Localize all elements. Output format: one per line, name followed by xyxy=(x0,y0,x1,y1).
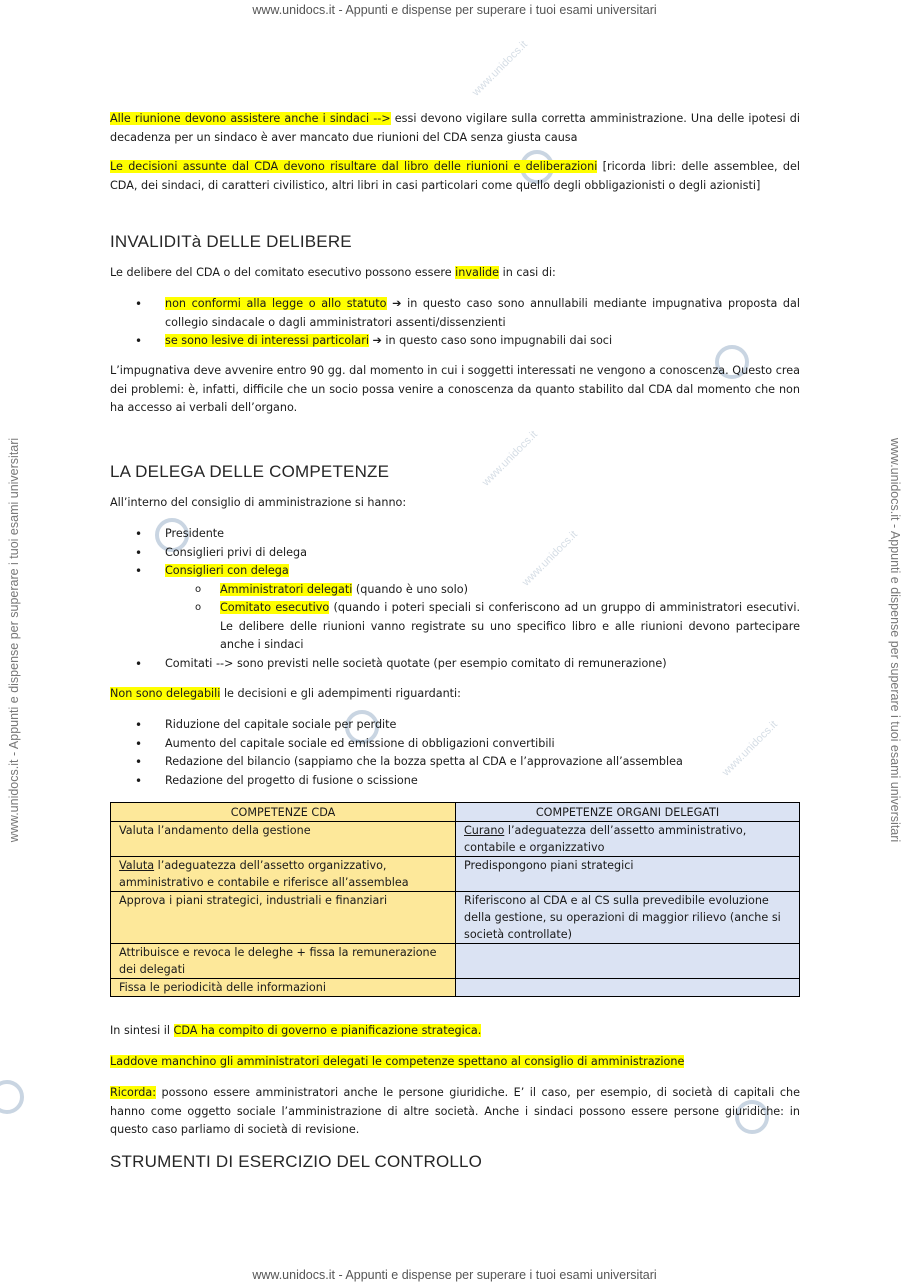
invalidity-list xyxy=(110,295,800,351)
list-item: • Riduzione del capitale sociale per perdite xyxy=(110,716,800,735)
table-header-row xyxy=(111,803,800,822)
list-item xyxy=(110,295,800,332)
underlined-text: Valuta xyxy=(119,859,155,872)
table-row xyxy=(111,979,800,997)
table-cell: Predispongono piani strategici xyxy=(456,857,800,892)
heading-strumenti: STRUMENTI DI ESERCIZIO DEL CONTROLLO xyxy=(110,1152,483,1171)
heading-delega: LA DELEGA DELLE COMPETENZE xyxy=(110,462,390,481)
list-item xyxy=(110,332,800,351)
table-row xyxy=(111,892,800,944)
cell-text: l’adeguatezza dell’assetto organizzativo, amministrativo e contabile e riferisce all’assemblea xyxy=(119,859,409,889)
faint-watermark: www.unidocs.it xyxy=(480,428,540,489)
table-cell xyxy=(111,857,456,892)
list-item-text: (quando i poteri speciali si conferiscono ad un gruppo di amministratori esecutivi. Le delibere delle riunioni vanno registrate su uno specifico libro e alle riunioni devono partecipare anche i sindaci xyxy=(220,601,800,651)
list-item-text: ➔ in questo caso sono impugnabili dai soci xyxy=(368,334,613,347)
paragraph-impugnativa: L’impugnativa deve avvenire entro 90 gg. dal momento in cui i soggetti interessati ne vengono a conoscenza. Questo crea dei problemi: è, infatti, difficile che un socio possa venire a conoscenza da quanto stabilito dal CDA dal momento che non ha accesso ai verbali dell’organo. xyxy=(110,364,800,414)
highlight: se sono lesive di interessi particolari xyxy=(165,334,369,347)
table-header-cda: COMPETENZE CDA xyxy=(111,803,456,822)
table-cell xyxy=(456,822,800,857)
paragraph-text: In sintesi il xyxy=(110,1024,174,1037)
table-row xyxy=(111,822,800,857)
list-item: • Redazione del bilancio (sappiamo che la bozza spetta al CDA e l’approvazione all’assemblea xyxy=(110,753,800,772)
table-header-delegati: COMPETENZE ORGANI DELEGATI xyxy=(456,803,800,822)
faint-watermark: www.unidocs.it xyxy=(470,38,530,99)
paragraph-text: Le delibere del CDA o del comitato esecutivo possono essere xyxy=(110,266,456,279)
table-cell-empty xyxy=(456,979,800,997)
paragraph-text: essi devono vigilare sulla corretta amministrazione. Una delle ipotesi di decadenza per un sindaco è aver mancato due riunioni del CDA senza giusta causa xyxy=(110,112,800,144)
table-cell: Riferiscono al CDA e al CS sulla prevedibile evoluzione della gestione, su operazioni di maggior rilievo (anche si società controllate) xyxy=(456,892,800,944)
left-watermark: www.unidocs.it - Appunti e dispense per superare i tuoi esami universitari xyxy=(7,437,21,843)
paragraph-non-delegabili xyxy=(110,685,800,704)
paragraph-text: le decisioni e gli adempimenti riguardanti: xyxy=(220,687,461,700)
highlight: invalide xyxy=(455,266,500,279)
table-cell: Attribuisce e revoca le deleghe + fissa la remunerazione dei delegati xyxy=(111,944,456,979)
list-subitem xyxy=(110,581,800,600)
list-item xyxy=(110,562,800,581)
list-item-text: (quando è uno solo) xyxy=(352,582,468,596)
watermark-logo-icon xyxy=(0,1080,24,1114)
paragraph-sindaci xyxy=(110,110,800,147)
faint-watermark: www.unidocs.it xyxy=(720,718,780,779)
competences-table xyxy=(110,802,800,997)
list-item: • Comitati --> sono previsti nelle società quotate (per esempio comitato di remunerazione) xyxy=(110,655,800,674)
highlight: Non sono delegabili xyxy=(110,687,221,700)
list-item: • Aumento del capitale sociale ed emissione di obbligazioni convertibili xyxy=(110,735,800,754)
paragraph-text: [ricorda libri: delle assemblee, del CDA, dei sindaci, di caratteri civilistico, altri libri in casi particolari come quello degli obbligazionisti o degli azionisti] xyxy=(110,160,800,192)
header-watermark: www.unidocs.it - Appunti e dispense per superare i tuoi esami universitari xyxy=(252,3,657,17)
table-cell: Approva i piani strategici, industriali e finanziari xyxy=(111,892,456,944)
list-item: • Consiglieri privi di delega xyxy=(110,544,800,563)
right-watermark: www.unidocs.it - Appunti e dispense per superare i tuoi esami universitari xyxy=(888,437,902,843)
paragraph-libri xyxy=(110,158,800,195)
table-cell: Valuta l’andamento della gestione xyxy=(111,822,456,857)
paragraph-invalide xyxy=(110,264,800,283)
list-item-text: ➔ in questo caso sono annullabili mediante impugnativa proposta dal collegio sindacale o dagli amministratori assenti/dissenzienti xyxy=(165,297,800,329)
heading-invalidita: INVALIDITà DELLE DELIBERE xyxy=(110,232,352,251)
paragraph-consiglio: All’interno del consiglio di amministrazione si hanno: xyxy=(110,496,407,509)
table-cell: Fissa le periodicità delle informazioni xyxy=(111,979,456,997)
faint-watermark: www.unidocs.it xyxy=(520,528,580,589)
highlight: non conformi alla legge o allo statuto xyxy=(165,297,387,310)
highlight: CDA ha compito di governo e pianificazione strategica. xyxy=(173,1024,482,1037)
paragraph-text: in casi di: xyxy=(499,266,556,279)
highlight: Ricorda: xyxy=(110,1086,157,1099)
list-subitem xyxy=(110,599,800,655)
highlight: Le decisioni assunte dal CDA devono risultare dal libro delle riunioni e deliberazioni xyxy=(110,160,598,173)
cell-text: l’adeguatezza dell’assetto amministrativo, contabile e organizzativo xyxy=(464,824,747,854)
list-item: • Presidente xyxy=(110,525,800,544)
paragraph-ricorda xyxy=(110,1084,800,1140)
footer-watermark: www.unidocs.it - Appunti e dispense per superare i tuoi esami universitari xyxy=(252,1268,657,1282)
highlight: Consiglieri con delega xyxy=(165,564,289,577)
cda-members-list xyxy=(110,525,800,673)
list-item: • Redazione del progetto di fusione o scissione xyxy=(110,772,800,791)
paragraph-laddove xyxy=(110,1053,800,1072)
non-delegable-list xyxy=(110,716,800,790)
paragraph-sintesi xyxy=(110,1022,800,1041)
table-row xyxy=(111,944,800,979)
table-row xyxy=(111,857,800,892)
highlight: Alle riunione devono assistere anche i sindaci --> xyxy=(110,112,391,125)
highlight: Amministratori delegati xyxy=(220,582,353,596)
table-cell-empty xyxy=(456,944,800,979)
highlight: Comitato esecutivo xyxy=(220,601,330,614)
paragraph-text: possono essere amministratori anche le persone giuridiche. E’ il caso, per esempio, di società di capitali che hanno come oggetto sociale l’amministrazione di altre società. Anche i sindaci possono essere persone giuridiche: in questo caso parliamo di società di revisione. xyxy=(110,1086,800,1136)
underlined-text: Curano xyxy=(464,824,505,837)
highlight: Laddove manchino gli amministratori delegati le competenze spettano al consiglio di amministrazione xyxy=(110,1055,685,1068)
